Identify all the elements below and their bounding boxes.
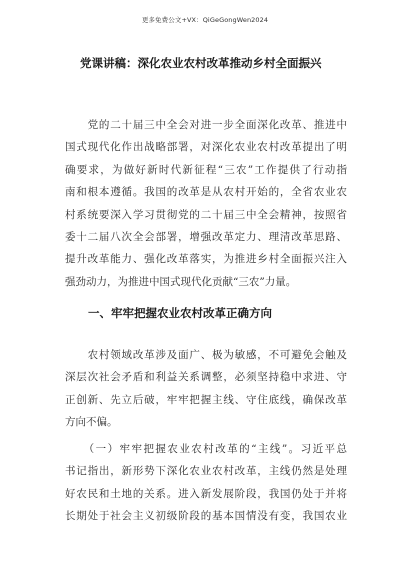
paragraph-line: 好农民和土地的关系。进入新发展阶段，我国仍处于并将 bbox=[65, 487, 347, 500]
paragraph-line: 农村领域改革涉及面广、极为敏感，不可避免会触及 bbox=[65, 349, 347, 361]
paragraph-line: 国式现代化作出战略部署，对深化农业农村改革提出了明 bbox=[65, 141, 347, 154]
paragraph-subsection bbox=[65, 438, 347, 528]
document-title: 党课讲稿：深化农业农村改革推动乡村全面振兴 bbox=[80, 56, 322, 70]
paragraph-line: 南和根本遵循。我国的改革是从农村开始的，全省农业农 bbox=[65, 186, 347, 199]
paragraph-line: 书记指出，新形势下深化农业农村改革，主线仍然是处理 bbox=[65, 465, 347, 478]
paragraph-intro bbox=[65, 114, 347, 293]
paragraph-line: 党的二十届三中全会对进一步全面深化改革、推进中 bbox=[65, 119, 347, 131]
paragraph-line: 深层次社会矛盾和利益关系调整，必须坚持稳中求进、守 bbox=[65, 371, 347, 384]
paragraph-line: 委十二届八次全会部署，增强改革定力、理清改革思路、 bbox=[65, 231, 347, 244]
header-watermark: 更多免费公文+VX：QiGeGongWen2024 bbox=[141, 16, 269, 24]
paragraph-line: （一）牢牢把握农业农村改革的“主线”。习近平总 bbox=[65, 443, 347, 455]
paragraph-line: 正创新、先立后破，牢牢把握主线、守住底线，确保改革 bbox=[65, 393, 347, 406]
paragraph-line: 方向不偏。 bbox=[65, 416, 118, 429]
section-heading: 一、牢牢把握农业农村改革正确方向 bbox=[88, 306, 272, 320]
paragraph-line: 强劲动力，为推进中国式现代化贡献“三农”力量。 bbox=[65, 275, 297, 288]
paragraph-line: 村系统要深入学习贯彻党的二十届三中全会精神，按照省 bbox=[65, 208, 347, 221]
paragraph-line: 提升改革能力、强化改革落实，为推进乡村全面振兴注入 bbox=[65, 253, 347, 266]
paragraph-line: 长期处于社会主义初级阶段的基本国情没有变，我国农业 bbox=[65, 510, 347, 523]
paragraph-line: 确要求，为做好新时代新征程“三农”工作提供了行动指 bbox=[65, 163, 347, 176]
paragraph-section-intro bbox=[65, 344, 347, 434]
